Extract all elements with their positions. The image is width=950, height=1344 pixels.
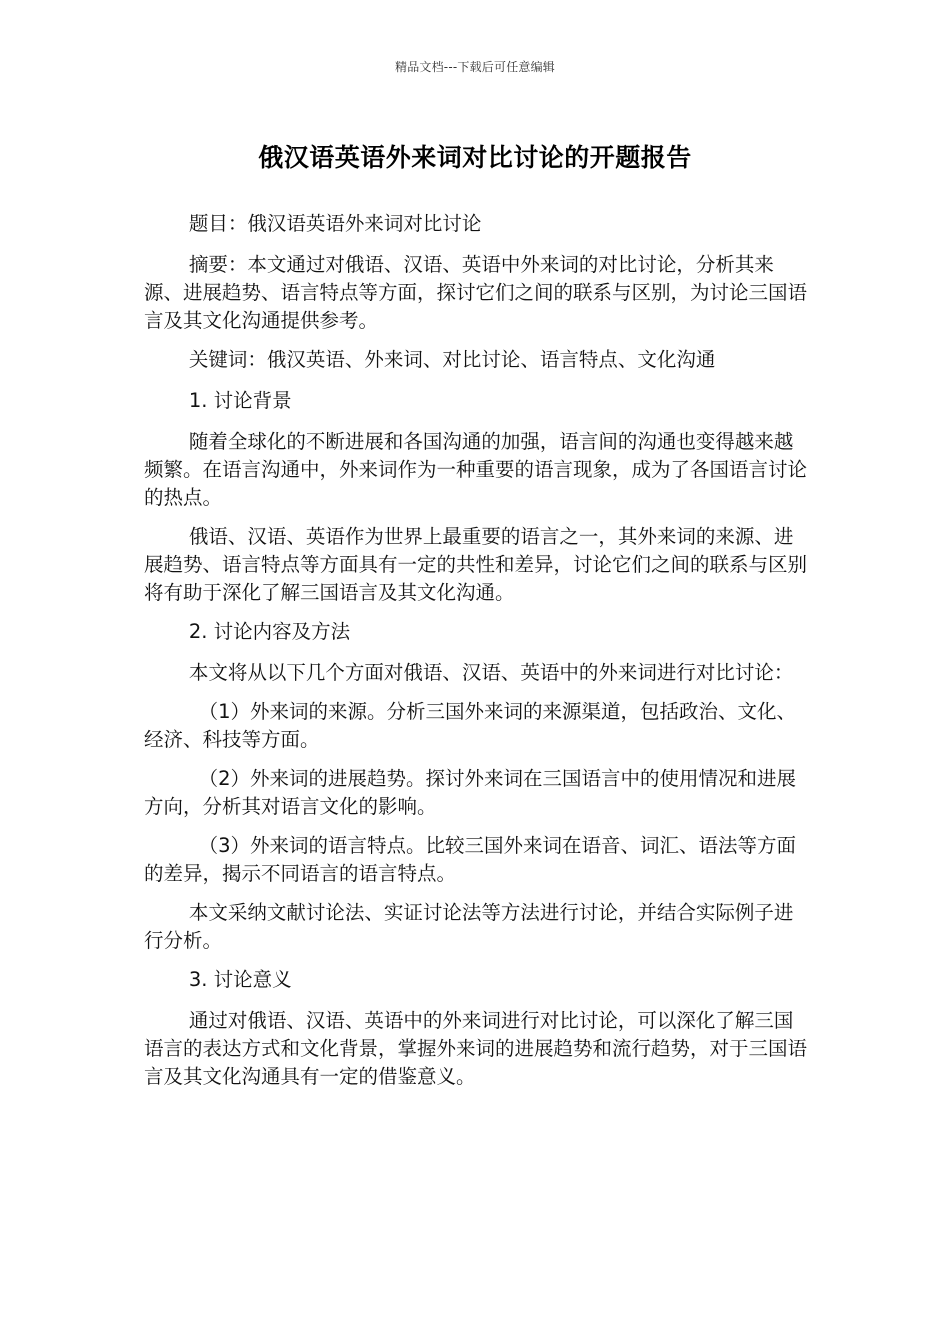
- section-heading-background: 1. 讨论背景: [188, 389, 292, 412]
- abstract-paragraph: 摘要：本文通过对俄语、汉语、英语中外来词的对比讨论，分析其来源、进展趋势、语言特点等方面，探讨它们之间的联系与区别，为讨论三国语言及其文化沟通提供参考。: [144, 253, 808, 332]
- document-body: [144, 210, 812, 1102]
- header-note: 精品文档---下载后可任意编辑: [395, 60, 555, 74]
- significance-paragraph: 通过对俄语、汉语、英语中的外来词进行对比讨论，可以深化了解三国语言的表达方式和文化背景，掌握外来词的进展趋势和流行趋势，对于三国语言及其文化沟通具有一定的借鉴意义。: [144, 1009, 808, 1088]
- content-item-2: （2）外来词的进展趋势。探讨外来词在三国语言中的使用情况和进展方向，分析其对语言文化的影响。: [144, 767, 797, 818]
- content-item-1: （1）外来词的来源。分析三国外来词的来源渠道，包括政治、文化、经济、科技等方面。: [144, 700, 797, 751]
- background-paragraph-1: 随着全球化的不断进展和各国沟通的加强，语言间的沟通也变得越来越频繁。在语言沟通中，外来词作为一种重要的语言现象，成为了各国语言讨论的热点。: [144, 430, 808, 509]
- method-paragraph: 本文采纳文献讨论法、实证讨论法等方法进行讨论，并结合实际例子进行分析。: [144, 901, 794, 952]
- content-item-3: （3）外来词的语言特点。比较三国外来词在语音、词汇、语法等方面的差异，揭示不同语言的语言特点。: [144, 834, 797, 885]
- document-title: 俄汉语英语外来词对比讨论的开题报告: [258, 143, 692, 172]
- section-heading-significance: 3. 讨论意义: [188, 968, 292, 991]
- content-intro-paragraph: 本文将从以下几个方面对俄语、汉语、英语中的外来词进行对比讨论：: [188, 661, 794, 684]
- keywords-line: 关键词：俄汉英语、外来词、对比讨论、语言特点、文化沟通: [188, 348, 716, 371]
- background-paragraph-2: 俄语、汉语、英语作为世界上最重要的语言之一，其外来词的来源、进展趋势、语言特点等方面具有一定的共性和差异，讨论它们之间的联系与区别将有助于深化了解三国语言及其文化沟通。: [144, 525, 808, 604]
- section-heading-content-method: 2. 讨论内容及方法: [188, 620, 351, 643]
- topic-line: 题目：俄汉语英语外来词对比讨论: [188, 212, 482, 235]
